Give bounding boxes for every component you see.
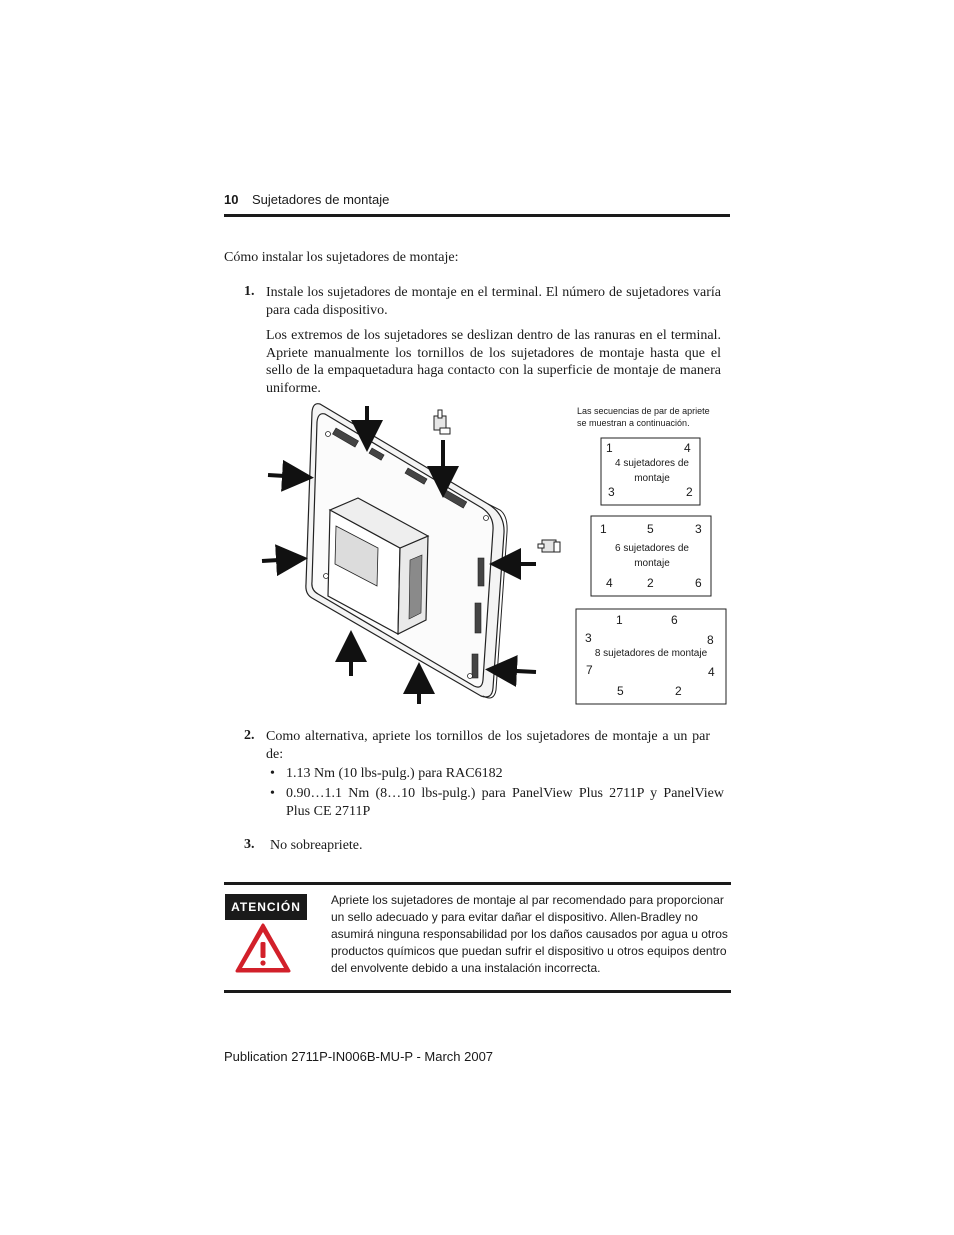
step-3-text: No sobreapriete. bbox=[270, 838, 363, 853]
step-3-number: 3. bbox=[244, 837, 255, 852]
torque-bullet-1: 1.13 Nm (10 lbs-pulg.) para RAC6182 bbox=[286, 766, 503, 781]
page-number: 10 bbox=[224, 192, 239, 207]
sequence-number: 4 bbox=[606, 576, 613, 590]
step-1-paragraph-1: Instale los sujetadores de montaje en el terminal. El número de sujetadores varía para cada dispositivo. bbox=[266, 285, 721, 318]
sequence-number: 5 bbox=[647, 522, 654, 536]
sequence-number: 3 bbox=[695, 522, 702, 536]
sequence-number: 7 bbox=[586, 663, 593, 677]
intro-text: Cómo instalar los sujetadores de montaje: bbox=[224, 250, 459, 265]
bullet-icon: • bbox=[270, 786, 275, 801]
sequence-number: 6 bbox=[671, 613, 678, 627]
box-label: 6 sujetadores de bbox=[615, 543, 689, 554]
box-label: 4 sujetadores de bbox=[615, 458, 689, 469]
step-2-text: Como alternativa, apriete los tornillos de los sujetadores de montaje a un par de: bbox=[266, 729, 710, 762]
mounting-clip-icon bbox=[434, 410, 450, 434]
sequence-number: 6 bbox=[695, 576, 702, 590]
torque-bullet-2: 0.90…1.1 Nm (8…10 lbs-pulg.) para PanelView Plus 2711P y PanelView Plus CE 2711P bbox=[286, 786, 724, 819]
sequence-number: 4 bbox=[684, 441, 691, 455]
sequence-number: 1 bbox=[616, 613, 623, 627]
mounting-clip-icon bbox=[538, 540, 560, 552]
sequence-number: 1 bbox=[606, 441, 613, 455]
sequence-number: 3 bbox=[608, 485, 615, 499]
header-rule bbox=[224, 214, 730, 217]
box-label: 8 sujetadores de montaje bbox=[594, 648, 708, 659]
attention-bottom-rule bbox=[224, 990, 731, 993]
sequence-number: 2 bbox=[675, 684, 682, 698]
attention-top-rule bbox=[224, 882, 731, 885]
torque-sequence-8-clips bbox=[576, 609, 726, 704]
sequence-number: 2 bbox=[647, 576, 654, 590]
figure-caption-line1: Las secuencias de par de apriete bbox=[577, 406, 710, 416]
torque-sequence-6-clips bbox=[591, 516, 711, 596]
section-title: Sujetadores de montaje bbox=[252, 192, 390, 207]
box-label: montaje bbox=[634, 558, 670, 569]
step-1-number: 1. bbox=[244, 284, 255, 299]
terminal-drawing bbox=[306, 404, 507, 698]
sequence-number: 5 bbox=[617, 684, 624, 698]
sequence-number: 8 bbox=[707, 633, 714, 647]
attention-label: ATENCIÓN bbox=[225, 894, 307, 920]
torque-sequence-4-clips bbox=[601, 438, 700, 505]
box-label: montaje bbox=[634, 473, 670, 484]
sequence-number: 1 bbox=[600, 522, 607, 536]
mounting-clips-figure bbox=[250, 398, 730, 708]
sequence-number: 4 bbox=[708, 665, 715, 679]
sequence-number: 2 bbox=[686, 485, 693, 499]
attention-text: Apriete los sujetadores de montaje al par recomendado para proporcionar un sello adecuado y para evitar dañar el dispositivo. Allen-Bradley no asumirá ninguna responsabilidad por los daños causados por agua u otros productos químicos que puedan sufrir el dispositivo u otros equipos dentro del envolvente debido a una instalación incorrecta. bbox=[331, 893, 728, 975]
publication-footer: Publication 2711P-IN006B-MU-P - March 2007 bbox=[224, 1049, 494, 1064]
figure-caption-line2: se muestran a continuación. bbox=[577, 418, 690, 428]
bullet-icon: • bbox=[270, 766, 275, 781]
sequence-number: 3 bbox=[585, 631, 592, 645]
step-2-number: 2. bbox=[244, 728, 255, 743]
warning-triangle-icon bbox=[234, 922, 292, 974]
step-1-paragraph-2: Los extremos de los sujetadores se deslizan dentro de las ranuras en el terminal. Apriete manualmente los tornillos de los sujetadores de montaje hasta que el sello de la empaquetadura haga contacto con la superficie de montaje de manera uniforme. bbox=[266, 328, 721, 396]
